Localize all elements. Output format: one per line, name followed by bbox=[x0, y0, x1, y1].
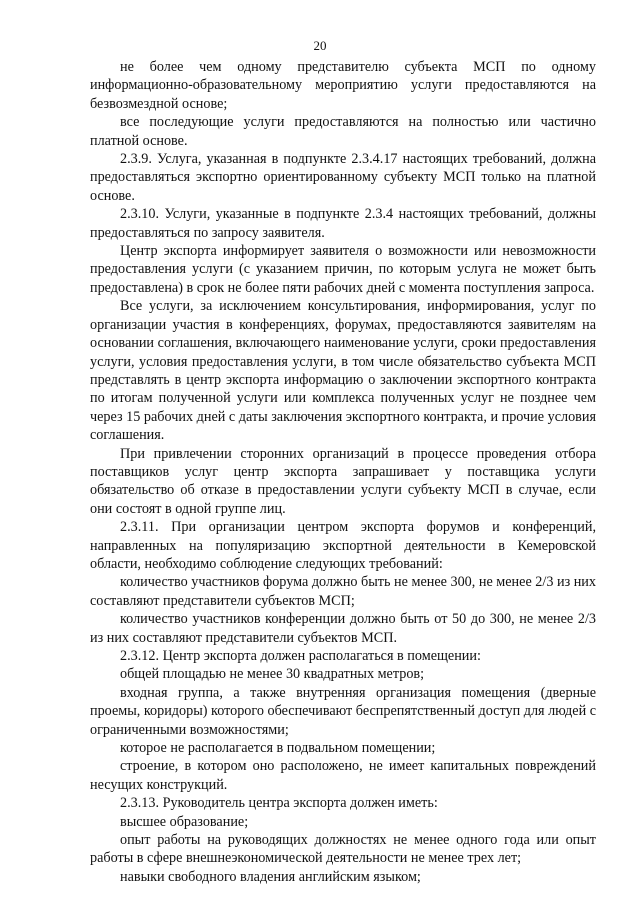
paragraph: 2.3.11. При организации центром экспорта форумов и конференций, направленных на популяризацию экспортной деятельности в Кемеровской области, необходимо соблюдение следующих требований: bbox=[90, 519, 596, 572]
paragraph: количество участников конференции должно быть от 50 до 300, не менее 2/3 из них составляют представители субъектов МСП. bbox=[90, 611, 596, 646]
paragraph: Все услуги, за исключением консультирования, информирования, услуг по организации участия в конференциях, форумах, предоставляются заявителям на основании соглашения, включающего наименование услуги, сроки предоставления услуги, условия предоставления услуги, в том числе обязательство субъекта МСП представлять в центр экспорта информацию о заключении экспортного контракта по итогам полученной услуги или комплекса полученных услуг не позднее чем через 15 рабочих дней с даты заключения экспортного контракта, и прочие условия соглашения. bbox=[90, 298, 596, 444]
paragraph: количество участников форума должно быть не менее 300, не менее 2/3 из них составляют представители субъектов МСП; bbox=[90, 574, 596, 609]
paragraph: не более чем одному представителю субъекта МСП по одному информационно-образовательному мероприятию услуги предоставляются на безвозмездной основе; bbox=[90, 59, 596, 112]
page-number: 20 bbox=[313, 38, 327, 53]
paragraph: высшее образование; bbox=[120, 813, 249, 830]
paragraph: 2.3.12. Центр экспорта должен располагаться в помещении: bbox=[120, 648, 481, 664]
paragraph: все последующие услуги предоставляются на полностью или частично платной основе. bbox=[90, 114, 596, 149]
document-body bbox=[90, 58, 596, 886]
paragraph: общей площадью не менее 30 квадратных метров; bbox=[120, 666, 425, 683]
paragraph: 2.3.9. Услуга, указанная в подпункте 2.3.4.17 настоящих требований, должна предоставляться экспортно ориентированному субъекту МСП только на платной основе. bbox=[90, 151, 596, 204]
paragraph: 2.3.10. Услуги, указанные в подпункте 2.3.4 настоящих требований, должны предоставляться по запросу заявителя. bbox=[90, 206, 596, 241]
paragraph: опыт работы на руководящих должностях не менее одного года или опыт работы в сфере внешнеэкономической деятельности не менее трех лет; bbox=[90, 832, 596, 867]
paragraph: строение, в котором оно расположено, не имеет капитальных повреждений несущих конструкций. bbox=[90, 758, 596, 793]
paragraph: Центр экспорта информирует заявителя о возможности или невозможности предоставления услуги (с указанием причин, по которым услуга не может быть предоставлена) в срок не более пяти рабочих дней с момента поступления запроса. bbox=[90, 243, 596, 296]
paragraph: которое не располагается в подвальном помещении; bbox=[120, 740, 436, 757]
paragraph: навыки свободного владения английским языком; bbox=[120, 868, 421, 885]
paragraph: 2.3.13. Руководитель центра экспорта должен иметь: bbox=[120, 795, 438, 812]
paragraph: При привлечении сторонних организаций в процессе проведения отбора поставщиков услуг центр экспорта запрашивает у поставщика услуги обязательство об отказе в предоставлении услуги субъекту МСП в случае, если они состоят в одной группе лиц. bbox=[90, 445, 596, 517]
paragraph: входная группа, а также внутренняя организация помещения (дверные проемы, коридоры) которого обеспечивают беспрепятственный доступ для людей с ограниченными возможностями; bbox=[90, 684, 597, 738]
